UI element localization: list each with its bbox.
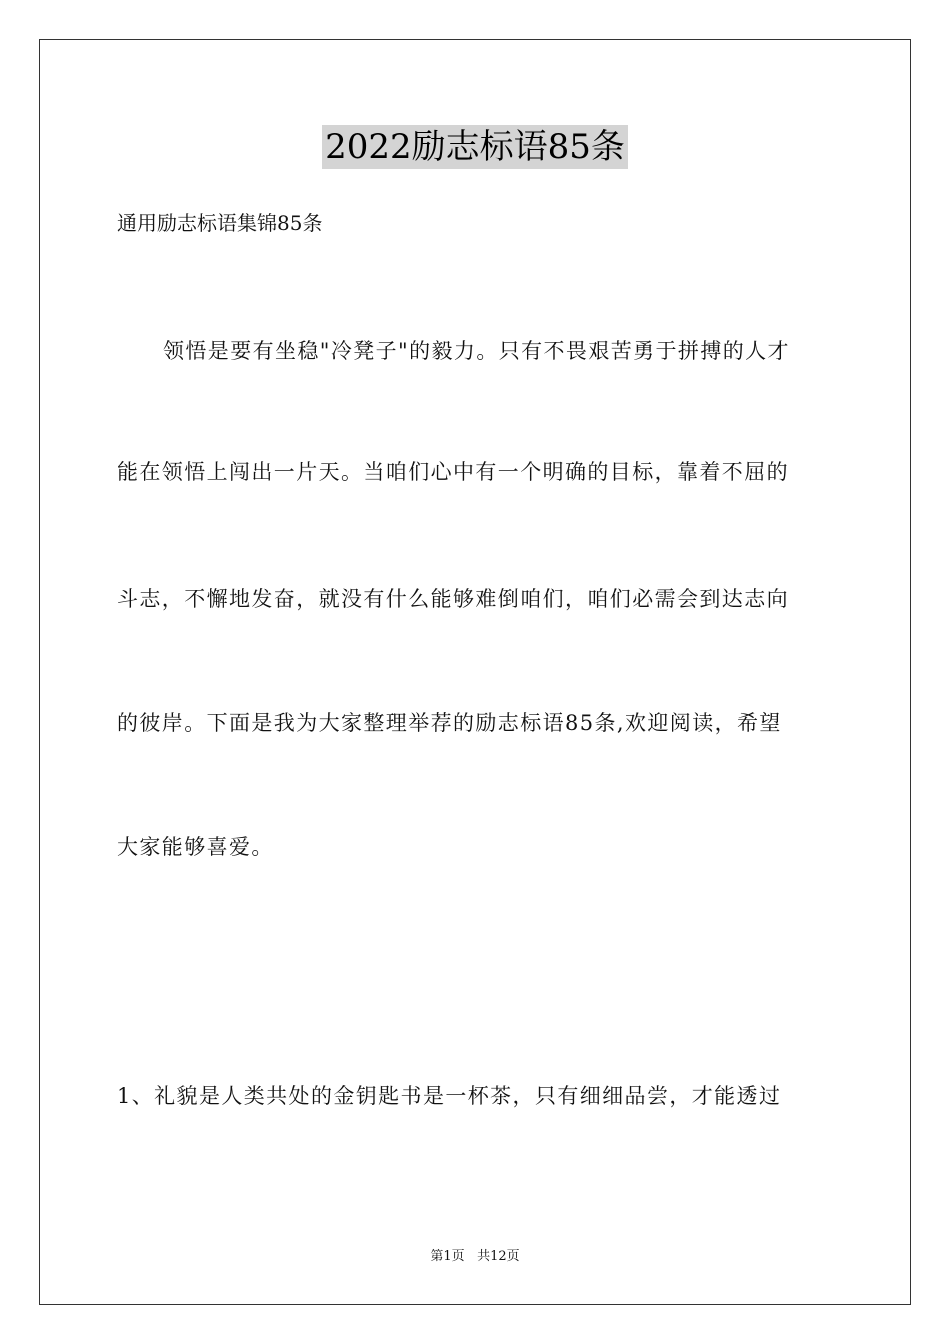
document-title: 2022励志标语85条 bbox=[322, 125, 628, 169]
paragraph-line-2: 能在领悟上闯出一片天。当咱们心中有一个明确的目标，靠着不屈的 bbox=[117, 460, 789, 484]
title-wrap bbox=[0, 125, 950, 169]
list-item-1-line: 1、礼貌是人类共处的金钥匙书是一杯茶，只有细细品尝，才能透过 bbox=[117, 1084, 782, 1108]
document-subtitle: 通用励志标语集锦85条 bbox=[117, 211, 323, 235]
paragraph-line-3: 斗志，不懈地发奋，就没有什么能够难倒咱们，咱们必需会到达志向 bbox=[117, 587, 789, 611]
paragraph-line-4: 的彼岸。下面是我为大家整理举荐的励志标语85条,欢迎阅读，希望 bbox=[117, 711, 782, 735]
page-total-label: 共12页 bbox=[477, 1249, 520, 1264]
page-number-label: 第1页 bbox=[430, 1249, 465, 1264]
page-footer bbox=[0, 1248, 950, 1266]
paragraph-line-1: 领悟是要有坐稳"冷凳子"的毅力。只有不畏艰苦勇于拼搏的人才 bbox=[163, 339, 790, 363]
paragraph-line-5: 大家能够喜爱。 bbox=[117, 835, 274, 859]
